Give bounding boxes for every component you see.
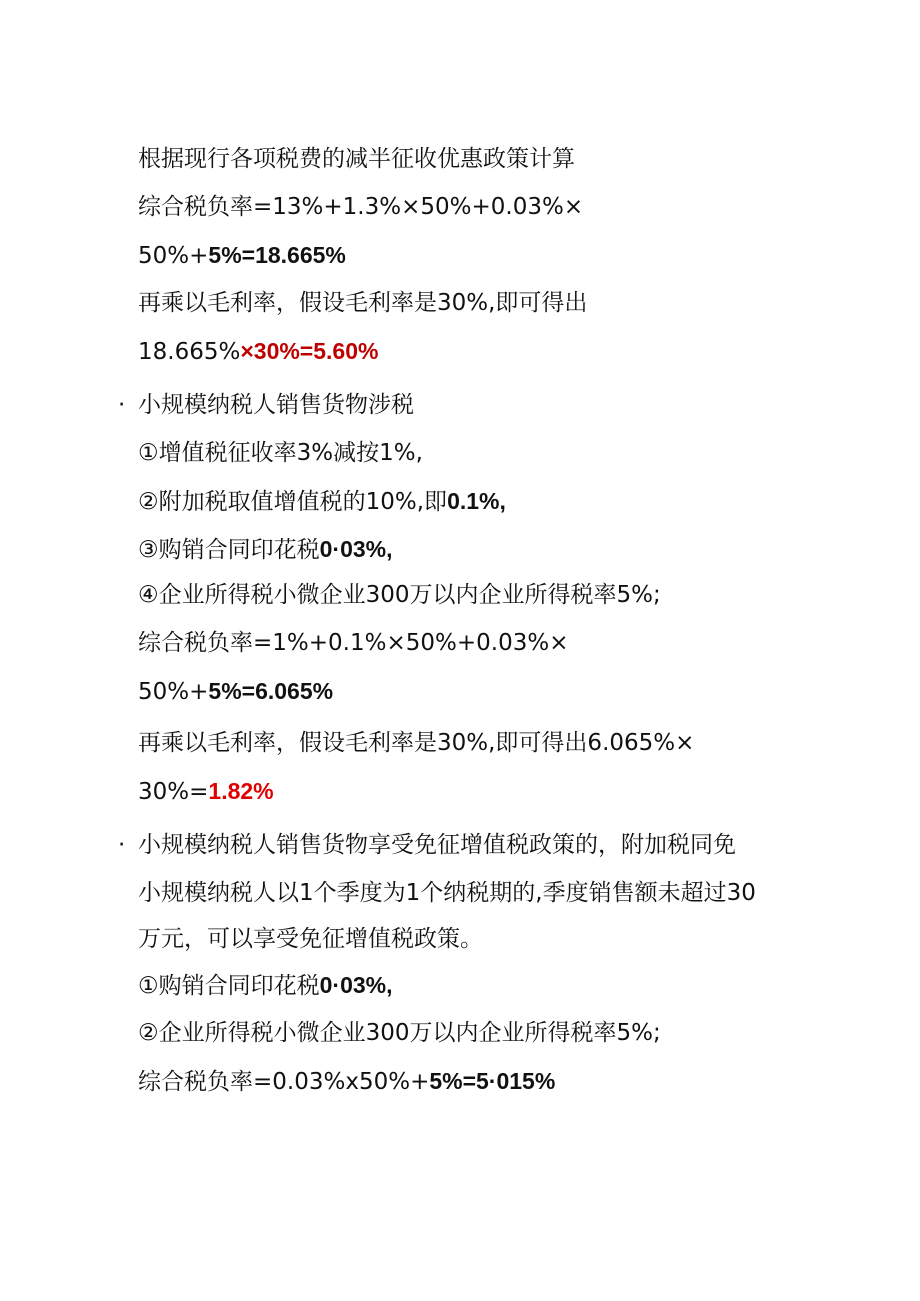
- result-line-2: [138, 776, 274, 807]
- result-base: 18.665%: [138, 339, 241, 365]
- list-item-value: 0·03%,: [319, 536, 393, 562]
- exempt-desc-line-1: 小规模纳税人以1个季度为1个纳税期的,季度销售额未超过30: [138, 880, 756, 906]
- section-title: 小规模纳税人销售货物涉税: [138, 392, 414, 418]
- list-item-4: ④企业所得税小微企业300万以内企业所得税率5%;: [138, 582, 661, 608]
- calc-basis-line: 根据现行各项税费的减半征收优惠政策计算: [138, 146, 575, 172]
- list-item-2: [138, 486, 506, 517]
- result-base: 30%=: [138, 779, 209, 805]
- result-value: 1.82%: [208, 778, 274, 804]
- formula-line-5: [138, 1066, 555, 1097]
- list-item-6: ②企业所得税小微企业300万以内企业所得税率5%;: [138, 1020, 661, 1046]
- list-item-text: ①购销合同印花税: [138, 973, 320, 999]
- list-item-text: ③购销合同印花税: [138, 537, 320, 563]
- result-line: [138, 336, 378, 367]
- result-value: ×30%=5.60%: [240, 338, 379, 364]
- section-title: 小规模纳税人销售货物享受免征增值税政策的，附加税同免: [138, 832, 736, 858]
- list-item-3: [138, 534, 393, 565]
- formula-part: 50%+: [138, 243, 209, 269]
- formula-part: 50%+: [138, 679, 209, 705]
- section-heading-exempt: [118, 830, 736, 860]
- list-item-value: 0·03%,: [319, 972, 393, 998]
- list-item-text: ②附加税取值增值税的10%,即: [138, 489, 448, 515]
- section-heading-small-scale: [118, 390, 414, 420]
- bullet-icon: ·: [118, 832, 126, 858]
- margin-line: 再乘以毛利率，假设毛利率是30%,即可得出: [138, 290, 588, 316]
- margin-line-2: 再乘以毛利率，假设毛利率是30%,即可得出6.065%×: [138, 730, 695, 756]
- formula-line-1: 综合税负率=13%+1.3%×50%+0.03%×: [138, 194, 584, 220]
- bullet-icon: ·: [118, 392, 126, 418]
- formula-result: 5%=6.065%: [208, 678, 334, 704]
- formula-line-3: 综合税负率=1%+0.1%×50%+0.03%×: [138, 630, 569, 656]
- formula-result: 5%=5·015%: [429, 1068, 556, 1094]
- formula-part: 综合税负率=0.03%x50%+: [138, 1069, 430, 1095]
- formula-line-2: [138, 240, 346, 271]
- formula-line-4: [138, 676, 333, 707]
- list-item-value: 0.1%,: [447, 488, 506, 514]
- exempt-desc-line-2: 万元，可以享受免征增值税政策。: [138, 926, 483, 952]
- formula-result: 5%=18.665%: [208, 242, 346, 268]
- list-item-5: [138, 970, 393, 1001]
- list-item-1: ①增值税征收率3%减按1%,: [138, 440, 423, 466]
